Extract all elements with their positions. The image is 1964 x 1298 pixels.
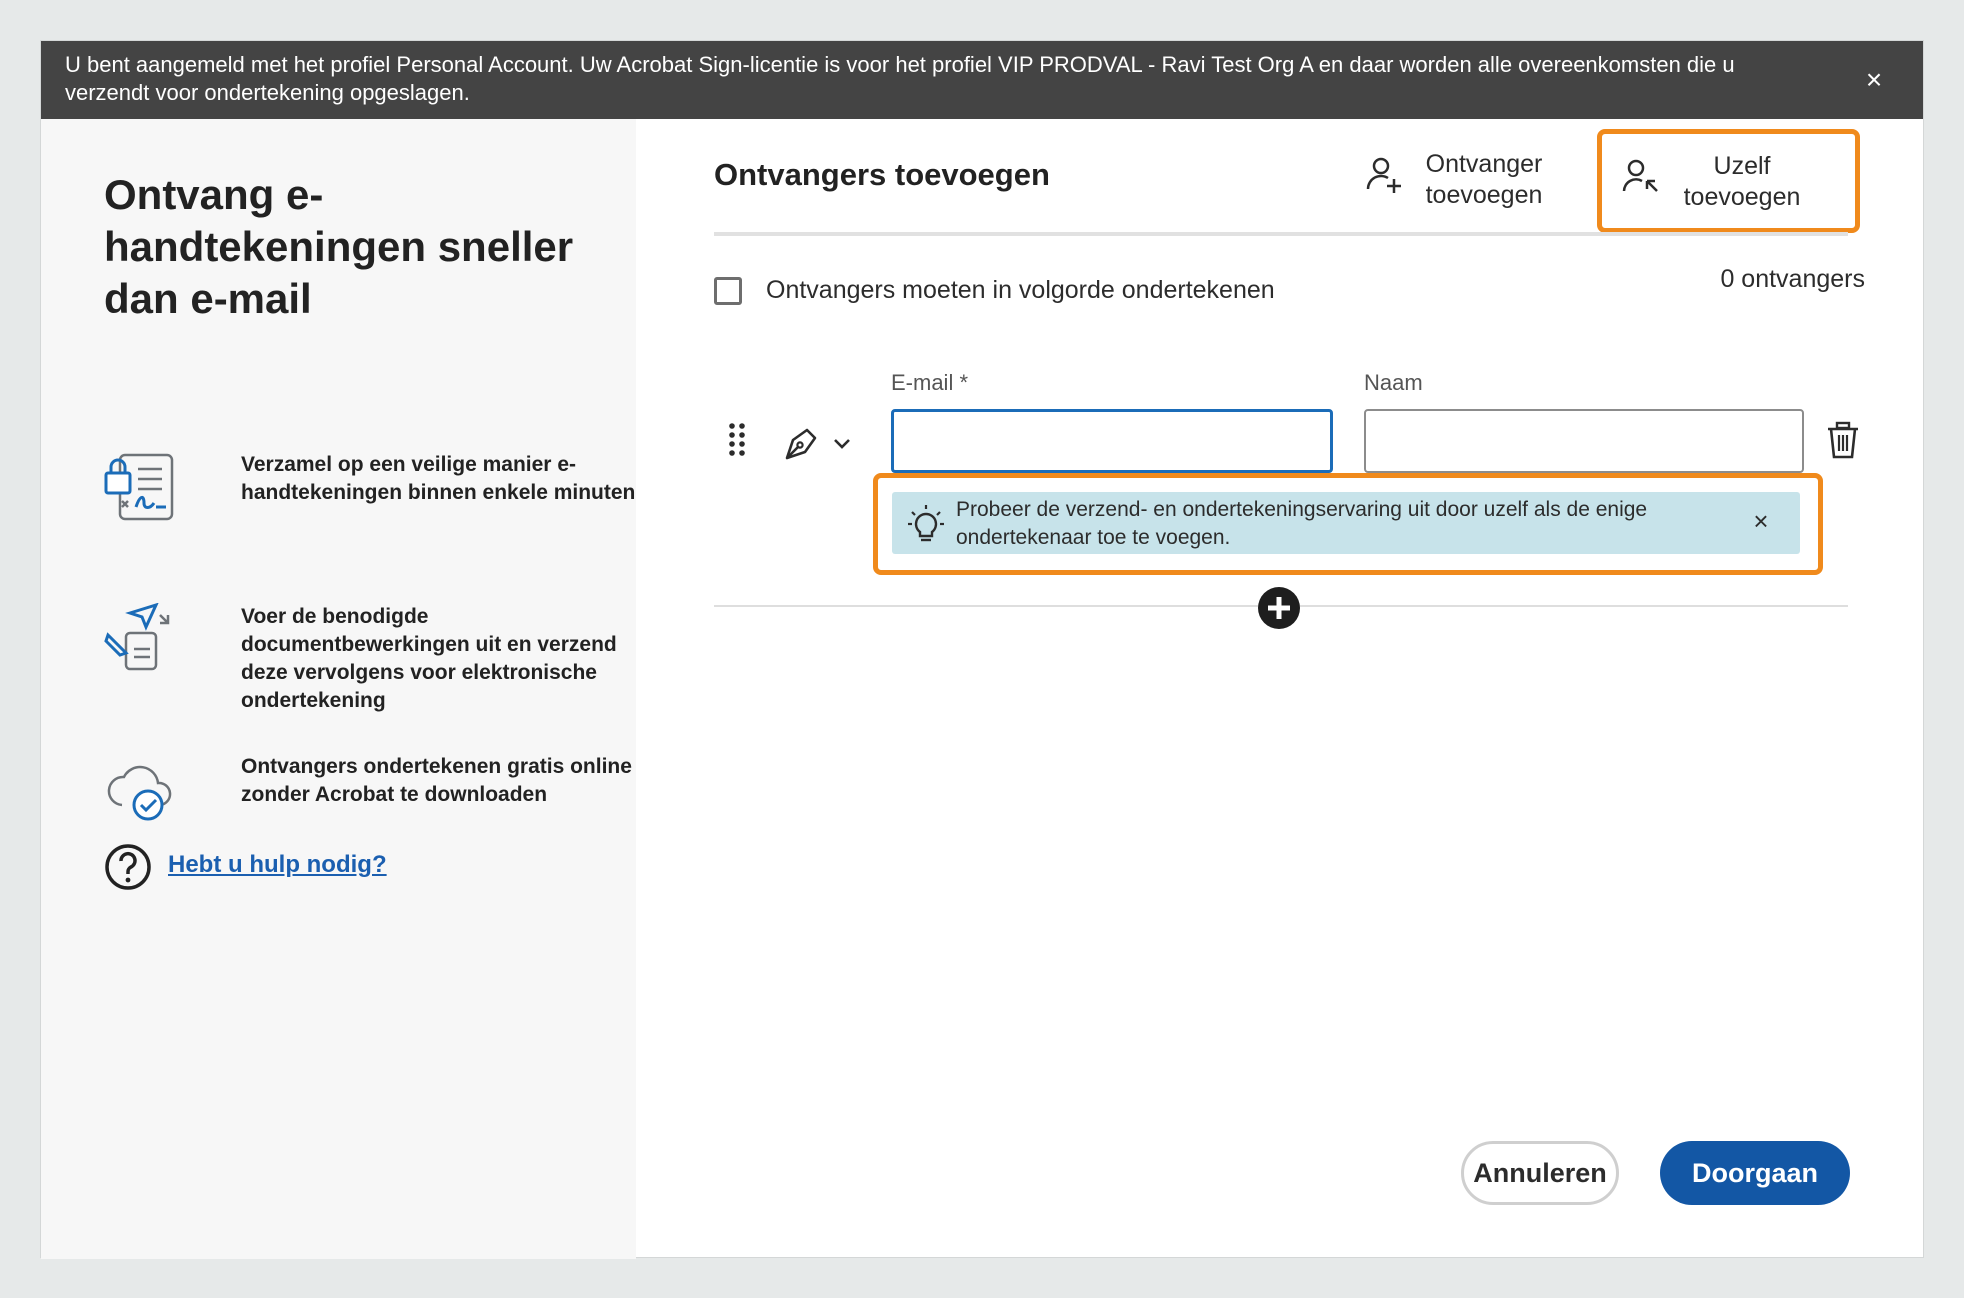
add-recipient-label xyxy=(1414,149,1554,211)
add-recipient-label-line: Ontvanger xyxy=(1425,150,1543,178)
info-panel-title: Ontvang e-handtekeningen sneller dan e-mail xyxy=(104,171,574,322)
feature-text: Ontvangers ondertekenen gratis online zonder Acrobat te downloaden xyxy=(241,755,632,806)
cancel-button[interactable]: Annuleren xyxy=(1461,1141,1619,1205)
email-label: E-mail * xyxy=(891,370,969,395)
email-input[interactable] xyxy=(891,409,1333,473)
add-self-label xyxy=(1677,151,1807,213)
name-label: Naam xyxy=(1364,370,1423,395)
section-title: Ontvangers toevoegen xyxy=(714,157,1050,192)
help-link[interactable]: Hebt u hulp nodig? xyxy=(168,851,387,878)
delete-recipient-icon[interactable] xyxy=(1826,421,1860,459)
add-self-label-line: Uzelf xyxy=(1713,152,1771,180)
banner-close-icon[interactable]: × xyxy=(1865,64,1883,95)
recipient-count: 0 ontvangers xyxy=(1720,265,1865,293)
name-input[interactable] xyxy=(1364,409,1804,473)
add-self-button[interactable] xyxy=(1621,151,1851,217)
lightbulb-icon xyxy=(908,504,944,544)
sign-in-order-checkbox[interactable] xyxy=(714,277,742,305)
add-recipient-plus-icon[interactable] xyxy=(1257,586,1301,630)
person-self-icon xyxy=(1621,157,1661,197)
send-for-signature-dialog xyxy=(40,40,1924,1258)
recipient-role-dropdown[interactable] xyxy=(783,424,857,464)
add-recipient-button[interactable] xyxy=(1364,149,1604,215)
feature-text: Verzamel op een veilige manier e-handtekeningen binnen enkele minuten xyxy=(241,453,636,504)
add-self-label-line: toevoegen xyxy=(1683,183,1801,211)
header-divider xyxy=(714,232,1848,236)
profile-info-banner xyxy=(41,41,1923,119)
sign-in-order-label: Ontvangers moeten in volgorde ondertekenen xyxy=(766,276,1275,304)
tip-text: Probeer de verzend- en ondertekeningservaring uit door uzelf als de enige ondertekenaar toe te voegen. xyxy=(956,498,1648,549)
chevron-down-icon xyxy=(833,438,851,450)
tip-message xyxy=(892,492,1800,554)
secure-document-icon xyxy=(104,451,176,523)
add-recipient-label-line: toevoegen xyxy=(1425,181,1543,209)
drag-handle-icon[interactable] xyxy=(727,422,747,456)
continue-button[interactable]: Doorgaan xyxy=(1660,1141,1850,1205)
banner-text: U bent aangemeld met het profiel Personal Account. Uw Acrobat Sign-licentie is voor het profiel VIP PRODVAL - Ravi Test Org A en daar worden alle overeenkomsten die u verzendt voor ondertekening opgeslagen. xyxy=(65,52,1735,105)
feature-text: Voer de benodigde documentbewerkingen uit en verzend deze vervolgens voor elektronische ondertekening xyxy=(241,605,617,712)
help-circle-icon xyxy=(104,843,152,891)
tip-close-icon[interactable]: × xyxy=(1753,506,1769,536)
cloud-check-icon xyxy=(104,753,176,825)
pen-signer-icon xyxy=(783,426,819,462)
edit-send-icon xyxy=(104,603,176,675)
add-person-icon xyxy=(1364,155,1404,195)
